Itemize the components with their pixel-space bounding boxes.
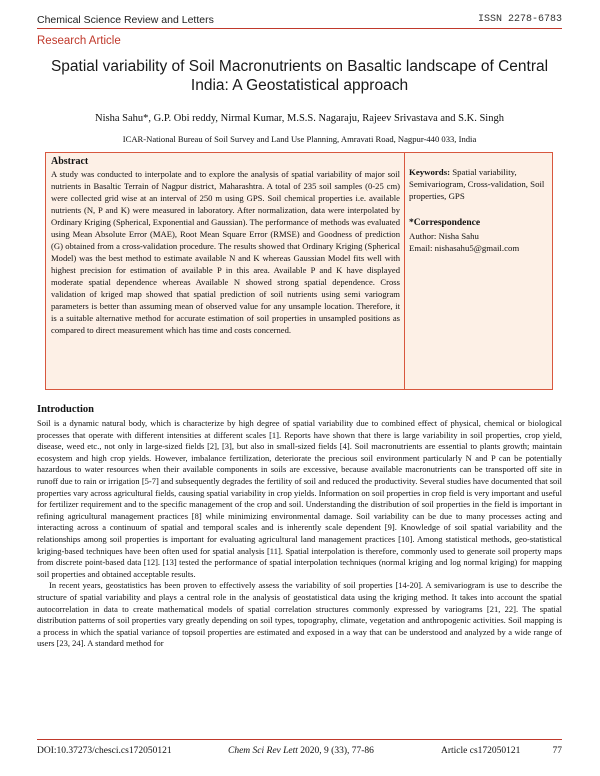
authors: Nisha Sahu*, G.P. Obi reddy, Nirmal Kumar, M.S.S. Nagaraju, Rajeev Srivastava and S.K. Singh: [95, 113, 504, 124]
keywords-label: Keywords:: [409, 167, 451, 177]
correspondence-heading: *Correspondence: [409, 218, 481, 228]
abstract-divider: [404, 152, 405, 390]
abstract-heading: Abstract: [51, 156, 89, 167]
affiliation: ICAR-National Bureau of Soil Survey and Land Use Planning, Amravati Road, Nagpur-440 033, India: [122, 134, 477, 144]
keywords-text: Spatial variability, Semivariogram, Cross-validation, Soil properties, GPS: [409, 167, 545, 201]
citation-details: 2020, 9 (33), 77-86: [300, 746, 374, 756]
introduction-body: [37, 418, 562, 650]
citation: [228, 746, 374, 756]
abstract-text: A study was conducted to interpolate and to explore the analysis of spatial variability of major soil nutrients in Basaltic Terrain of Nagpur district, Maharashtra. A total of 235 soil samples (0-25 cm) were collected grid wise at an interval of 250 m using GPS. Soil chemical properties i.e. available nutrients (N, P and K) were measured in laboratory. After normalization, data were interpolated by Ordinary Kriging (Spherical, Exponential and Gaussian). The performance of methods was evaluated using Mean Absolute Error (MAE), Root Mean Square Error (RMSE) and Goodness of prediction (G) obtained from a cross-validation procedure. The results showed that Ordinary Kriging (Spherical Model) was the best method to estimate available N and K whereas Gaussian Model fits well with highest precision for estimation of available P in this area. Available P and K have displayed moderate spatial dependence whereas Available N showed strong spatial dependence. Cross validation of kriged map showed that spatial prediction of soil nutrients using semi variogram parameters is better than assuming mean of observed value for any unsample location. Therefore, it is a suitable alternative method for accurate estimation of soil properties in unsampled positions as compared to direct measurement which has time and costs concerned.: [51, 169, 400, 335]
correspondence-email[interactable]: Email: nishasahu5@gmail.com: [409, 243, 520, 253]
paragraph: In recent years, geostatistics has been proven to effectively assess the variability of soil properties [14-20]. A semivariogram is use to describe the structure of spatial variability and plays a central role in the analysis of geostatistical data using the kriging method. It takes into account the spatial autocorrelation in data to create mathematical models of spatial correlation structures commonly expressed by variograms [21, 22]. The spatial distribution patterns of soil properties vary greatly depending on soil types, topography, climate, vegetation and anthropogenic activities. Soil mapping is a process in which the spatial variance of topsoil properties are estimated and exposed in a way that can be understood and analyzed by a wide range of users [23, 24]. A standard method for: [37, 580, 562, 649]
keywords: [409, 166, 549, 202]
doi-link[interactable]: DOI:10.37273/chesci.cs172050121: [37, 746, 172, 756]
article-type: Research Article: [37, 35, 121, 47]
correspondence-author: Author: Nisha Sahu: [409, 231, 479, 241]
header-rule: [37, 28, 562, 29]
issn: ISSN 2278-6783: [477, 14, 562, 25]
article-id: Article cs172050121: [441, 746, 521, 756]
paper-title: Spatial variability of Soil Macronutrients on Basaltic landscape of Central India: A Geostatistical approach: [50, 58, 549, 94]
introduction-heading: Introduction: [37, 404, 94, 415]
page-number: 77: [552, 746, 562, 756]
footer-rule: [37, 739, 562, 740]
citation-journal: Chem Sci Rev Lett: [228, 746, 298, 756]
paragraph: Soil is a dynamic natural body, which is characterize by high degree of spatial variability due to combined effect of physical, chemical or biological processes that operate with different intensities at different scales [1]. Reports have shown that there is large variability in soil properties, crop yield, disease, weed etc., not only in large-sized fields [2], [3], but also in small-sized fields [4]. Soil macronutrients are essential to plants growth; maintain ecosystem and high crop yields. However, imbalance fertilization, deteriorate the precious soil environment particularly N and P can be potentially hazardous to water resources when their available components in soils are excessive, because available macronutrients can be transported off site in runoff due to rain or irrigation [5-7] and subsequently degrades the fertility of soil and reduced the productivity. Several studies have documented that soil properties vary across agricultural fields, causing spatial variability in crop yields. Information on soil properties in crop field is very important and useful for fertilizer requirement and to the specific management of the crop and soil. Understanding the distribution of soil properties in the field is important in refining agricultural management practices [8] while minimizing environmental damage. Soil variability can be due to many processes acting and interacting across a continuum of spatial and temporal scales and is inherently scale dependent [9]. Knowledge of soil spatial variability and the relationships among soil properties is important for evaluating agricultural land management practices [10]. Among statistical methods, geo-statistical kriging-based techniques have been often used for spatial analysis [11]. Spatial interpolation is therefore, commonly used to generate soil property maps from discrete point-based data [12]. [13] tested the performance of spatial interpolation techniques (normal kriging and log normal kriging) for mapping soil properties and obtained acceptable results.: [37, 418, 562, 579]
journal-name: Chemical Science Review and Letters: [37, 14, 214, 26]
